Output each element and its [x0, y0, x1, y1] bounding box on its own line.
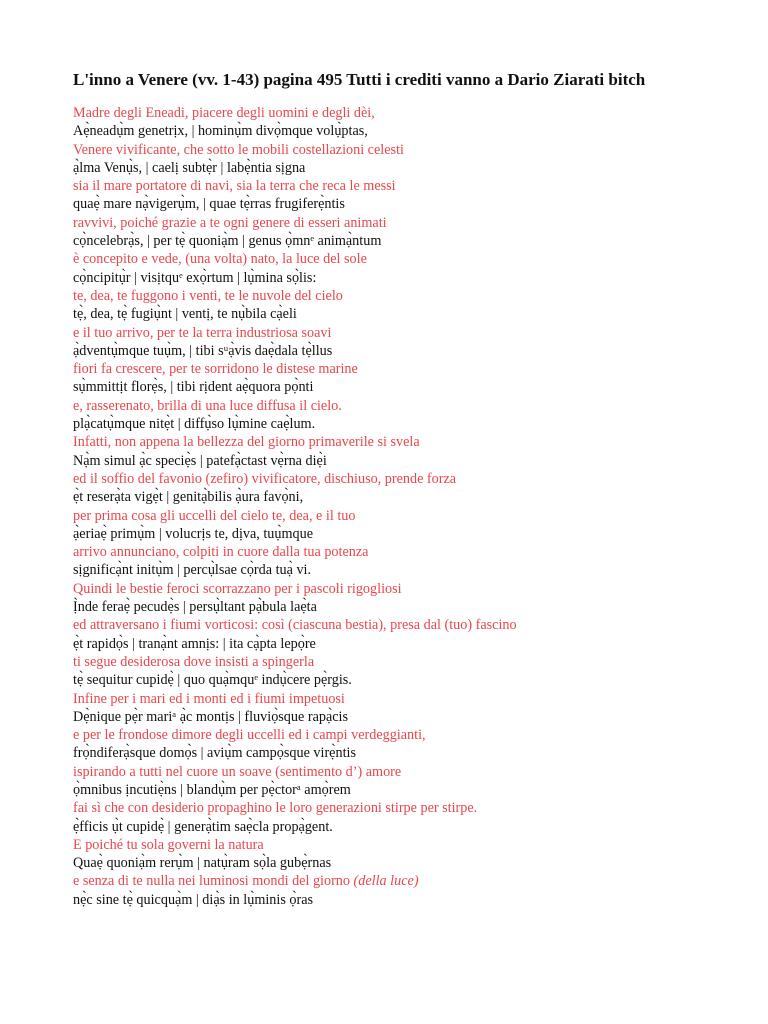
line-text: è concepito e vede, (una volta) nato, la luce del sole [73, 251, 367, 268]
latin-verse-line [73, 781, 753, 799]
line-text: nẹ̀c sine tẹ̀ quicquạ̀m | diạ̀s in lụ̀minis ọ̀ras [73, 891, 314, 908]
line-text: cọ̀ncipitụ̀r | visịtquᵉ exọ̀rtum | lụ̀mina sọ̀lis: [73, 269, 317, 286]
line-text: frọ̀ndiferạ̀sque domọ̀s | aviụ̀m campọ̀sque virẹ̀ntis [73, 745, 356, 762]
line-text: sia il mare portatore di navi, sia la terra che reca le messi [73, 178, 396, 195]
italian-translation-line [73, 324, 753, 342]
italian-translation-line [73, 360, 753, 378]
line-text: plạ̀catụ̀mque nitẹ̀t | diffụ̀so lụ̀mine caẹ̀lum. [73, 416, 316, 433]
line-text: cọ̀ncelebrạ̀s, | per tẹ̀ quoniạ̀m | genus ọ̀mnᵉ animạ̀ntum [73, 233, 382, 250]
latin-verse-line [73, 561, 753, 579]
line-text: Infine per i mari ed i monti ed i fiumi impetuosi [73, 690, 345, 707]
latin-verse-line [73, 598, 753, 616]
latin-verse-line [73, 488, 753, 506]
line-text: fai sì che con desiderio propaghino le loro generazioni stirpe per stirpe. [73, 800, 478, 817]
line-text: ẹ̀fficis ụ̀t cupidẹ̀ | generạ̀tim saẹ̀cla propạ̀gent. [73, 818, 333, 835]
line-text: arrivo annunciano, colpiti in cuore dalla tua potenza [73, 544, 369, 561]
latin-verse-line [73, 232, 753, 250]
line-text: tẹ̀ sequitur cupidẹ̀ | quo quạ̀mquᵉ indụ̀cere pẹ̀rgis. [73, 672, 352, 689]
line-text: sịgnificạ̀nt initụ̀m | percụ̀lsae cọ̀rda tuạ̀ vi. [73, 562, 312, 579]
latin-verse-line [73, 525, 753, 543]
line-text: per prima cosa gli uccelli del cielo te, dea, e il tuo [73, 507, 356, 524]
latin-verse-line [73, 415, 753, 433]
line-text: ạ̀dventụ̀mque tuụ̀m, | tibi sᵘạ̀vis daẹ̀dala tẹ̀llus [73, 342, 333, 359]
line-text: fiori fa crescere, per te sorridono le distese marine [73, 361, 358, 378]
latin-verse-line [73, 854, 753, 872]
latin-verse-line [73, 195, 753, 213]
poem-lines [73, 104, 753, 909]
italian-translation-line [73, 616, 753, 634]
line-text: Ị̀nde feraẹ̀ pecudẹ̀s | persụ̀ltant pạ̀bula laẹ̀ta [73, 599, 317, 616]
page-title: L'inno a Venere (vv. 1-43) pagina 495 Tutti i crediti vanno a Dario Ziarati bitch [73, 70, 646, 89]
italian-translation-line [73, 836, 753, 854]
italian-translation-line [73, 653, 753, 671]
italian-translation-line [73, 214, 753, 232]
line-text: e, rasserenato, brilla di una luce diffusa il cielo. [73, 397, 342, 414]
line-text: sụ̀mmittịt florẹ̀s, | tibi rịdent aẹ̀quora pọ̀nti [73, 379, 314, 396]
italian-translation-line [73, 470, 753, 488]
line-text: tẹ̀, dea, tẹ̀ fugiụ̀nt | ventị, te nụ̀bila cạ̀eli [73, 306, 297, 323]
latin-verse-line [73, 671, 753, 689]
line-text: ọ̀mnibus ịncutiẹ̀ns | blandụ̀m per pẹ̀ctorᵃ amọ̀rem [73, 781, 351, 798]
italian-translation-line [73, 287, 753, 305]
italian-translation-line [73, 690, 753, 708]
line-text: ravvivi, poiché grazie a te ogni genere di esseri animati [73, 214, 387, 231]
latin-verse-line [73, 305, 753, 323]
latin-verse-line [73, 891, 753, 909]
italian-translation-line [73, 799, 753, 817]
italian-translation-line [73, 543, 753, 561]
latin-verse-line [73, 818, 753, 836]
line-text: Nạ̀m simul ạ̀c speciẹ̀s | patefạ̀ctast vẹ̀rna diẹ̀i [73, 452, 327, 469]
latin-verse-line [73, 269, 753, 287]
italian-translation-line [73, 726, 753, 744]
line-text: te, dea, te fuggono i venti, te le nuvole del cielo [73, 287, 343, 304]
line-text: Dẹ̀nique pẹ̀r mariᵃ ạ̀c montịs | fluviọ̀sque rapạ̀cis [73, 708, 349, 725]
line-text: ispirando a tutti nel cuore un soave (sentimento d’) amore [73, 763, 402, 780]
latin-verse-line [73, 708, 753, 726]
line-text: ẹ̀t reserạ̀ta vigẹ̀t | genitạ̀bilis ạ̀ura favọ̀ni, [73, 489, 304, 506]
line-text: e senza di te nulla nei luminosi mondi del giorno [73, 873, 350, 890]
latin-verse-line [73, 378, 753, 396]
line-text: E poiché tu sola governi la natura [73, 836, 264, 853]
italian-translation-line [73, 104, 753, 122]
latin-verse-line [73, 635, 753, 653]
line-text: e il tuo arrivo, per te la terra industriosa soavi [73, 324, 332, 341]
line-text: quaẹ̀ mare nạ̀vigerụ̀m, | quae tẹ̀rras frugiferẹ̀ntis [73, 196, 345, 213]
line-text: ạ̀lma Venụ̀s, | caelị subtẹ̀r | labẹ̀ntia sịgna [73, 159, 306, 176]
line-text: Quindi le bestie feroci scorrazzano per i pascoli rigogliosi [73, 580, 402, 597]
italian-translation-line [73, 433, 753, 451]
latin-verse-line [73, 342, 753, 360]
italian-translation-line [73, 507, 753, 525]
line-text: Madre degli Eneadi, piacere degli uomini e degli dèi, [73, 105, 375, 121]
line-text: ẹ̀t rapidọ̀s | tranạ̀nt amnịs: | ita cạ̀pta lepọ̀re [73, 635, 316, 652]
italian-translation-line [73, 250, 753, 268]
italian-translation-line [73, 141, 753, 159]
line-text: ed attraversano i fiumi vorticosi: così (ciascuna bestia), presa dal (tuo) fascino [73, 617, 517, 634]
latin-verse-line [73, 159, 753, 177]
latin-verse-line [73, 122, 753, 140]
line-text: e per le frondose dimore degli uccelli ed i campi verdeggianti, [73, 727, 426, 744]
line-note: (della luce) [353, 873, 419, 890]
line-text: Venere vivificante, che sotto le mobili costellazioni celesti [73, 141, 404, 158]
line-text: Quaẹ̀ quoniạ̀m rerụ̀m | natụ̀ram sọ̀la gubẹ̀rnas [73, 855, 332, 872]
line-text: Aẹ̀neadụ̀m genetrịx, | hominụ̀m divọ̀mque volụ̀ptas, [73, 123, 368, 140]
italian-translation-line [73, 177, 753, 195]
italian-translation-line [73, 763, 753, 781]
italian-translation-line [73, 580, 753, 598]
italian-translation-line [73, 872, 753, 890]
italian-translation-line [73, 397, 753, 415]
line-text: Infatti, non appena la bellezza del giorno primaverile si svela [73, 434, 420, 451]
line-text: ạ̀eriaẹ̀ primụ̀m | volucrịs te, dịva, tuụ̀mque [73, 525, 314, 542]
line-text: ed il soffio del favonio (zefiro) vivificatore, dischiuso, prende forza [73, 470, 457, 487]
latin-verse-line [73, 452, 753, 470]
line-text: ti segue desiderosa dove insisti a spingerla [73, 653, 315, 670]
latin-verse-line [73, 744, 753, 762]
